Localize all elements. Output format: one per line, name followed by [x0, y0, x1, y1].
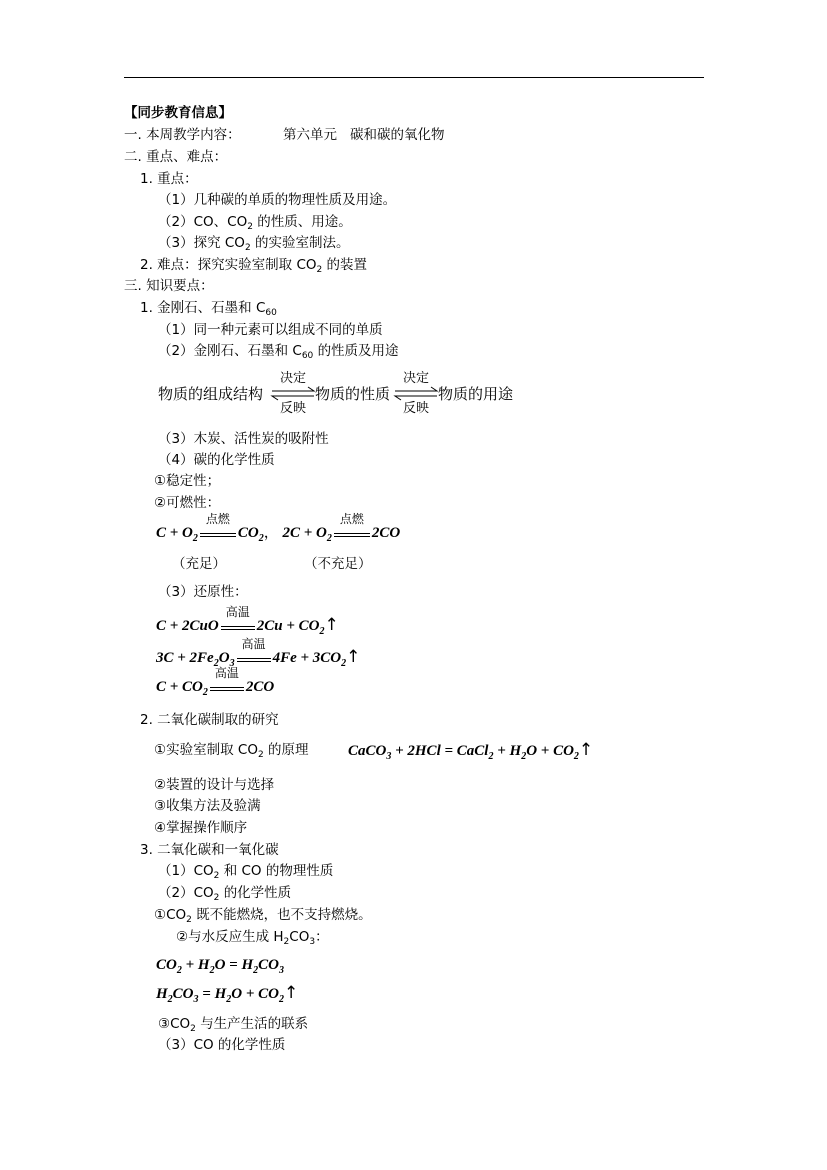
difficult-point: 2. 难点：探究实验室制取 $CO_2$ 的装置: [140, 257, 368, 275]
note-sufficient: （充足）: [172, 556, 226, 572]
key-point-2: （2）CO、$CO_2$ 的性质、用途。: [158, 214, 352, 232]
knowledge-3-1: $(1)CO_2$ 和 CO 的物理性质: [158, 863, 334, 881]
section-2: 二. 重点、难点：: [124, 149, 228, 165]
equation-h2co3-decompose: $H_2CO_3 = H_2O$ + $CO_2↑$: [156, 983, 299, 1005]
flow-arrow-1: [270, 372, 316, 416]
combustibility: ②可燃性：: [154, 495, 221, 511]
section-1-label: 本周教学内容：: [146, 127, 241, 143]
unit-title: [283, 126, 445, 144]
equation-co2: $C + CO_2$ 高温 2CO: [156, 666, 275, 698]
knowledge-3-2: $(2)CO_2$ 的化学性质: [158, 885, 292, 903]
operation-order: ④掌握操作顺序: [154, 820, 248, 836]
equation-h2co3-form: $CO_2 + H_2O = H_2CO_3$: [156, 957, 284, 976]
knowledge-2-heading: 2. 二氧化碳制取的研究: [140, 712, 279, 728]
collection-method: ③收集方法及验满: [154, 798, 261, 814]
co2-life-link: $③CO_2$ 与生产生活的联系: [158, 1016, 309, 1034]
equation-cuo: C + 2CuO 高温 $2Cu + CO_2↑$: [156, 605, 339, 637]
flow-use: 物质的用途: [438, 385, 514, 403]
key-point-3: （3）探究 $CO_2$ 的实验室制法。: [158, 235, 350, 253]
flow-arrow-1-top: 决定: [279, 371, 306, 386]
flow-structure: 物质的组成结构: [158, 385, 264, 403]
equation-fe2o3: $3C + 2Fe_2O_3$ 高温 $4Fe + 3CO_2↑$: [156, 637, 361, 669]
double-arrow-icon: [270, 386, 316, 402]
co2-not-combustible: $①CO_2$ 既不能燃烧，也不支持燃烧。: [154, 907, 372, 925]
header-rule: [124, 77, 704, 78]
stability: ①稳定性；: [154, 473, 221, 489]
key-point-1: （1）几种碳的单质的物理性质及用途。: [158, 192, 397, 208]
knowledge-1-heading: 1. 金刚石、石墨和 $C_{60}$: [140, 300, 277, 318]
equation-caco3: CaCO$_3$ + 2HCl = CaCl$_2$ + $H_2O$ + $CO_2↑$: [348, 740, 594, 762]
knowledge-1-4: （4）碳的化学性质: [158, 452, 275, 468]
section-1: [124, 126, 241, 144]
section-3: 三. 知识要点：: [124, 278, 214, 294]
double-arrow-icon: [393, 386, 439, 402]
flow-arrow-2-bottom: 反映: [402, 401, 429, 416]
section-1-number: 一.: [124, 127, 142, 143]
unit-topic: 碳和碳的氧化物: [350, 127, 445, 143]
co2-with-water: ②与水反应生成 $H_2CO_3$：: [176, 929, 329, 947]
flow-arrow-1-bottom: 反映: [279, 401, 306, 416]
unit-number: 第六单元: [283, 127, 337, 143]
knowledge-1-1: （1）同一种元素可以组成不同的单质: [158, 322, 383, 338]
section-header: 【同步教育信息】: [124, 105, 232, 121]
apparatus-design: ②装置的设计与选择: [154, 777, 275, 793]
key-points-heading: 1. 重点：: [140, 171, 198, 187]
flow-arrow-2-top: 决定: [402, 371, 429, 386]
flow-property: 物质的性质: [315, 385, 391, 403]
equation-combustion: $C + O_2$ 点燃 $CO_2$， $2C + O_2$ 点燃 2CO: [156, 512, 401, 544]
note-insufficient: （不充足）: [304, 556, 372, 572]
knowledge-1-3: （3）木炭、活性炭的吸附性: [158, 431, 329, 447]
knowledge-1-2: （2）金刚石、石墨和 $C_{60}$ 的性质及用途: [158, 343, 399, 361]
reducibility: （3）还原性：: [158, 584, 248, 600]
lab-principle: ①实验室制取 $CO_2$ 的原理: [154, 742, 309, 760]
knowledge-3-3: （3）CO 的化学性质: [158, 1037, 286, 1053]
knowledge-3-heading: 3. 二氧化碳和一氧化碳: [140, 842, 279, 858]
flow-arrow-2: [393, 372, 439, 416]
